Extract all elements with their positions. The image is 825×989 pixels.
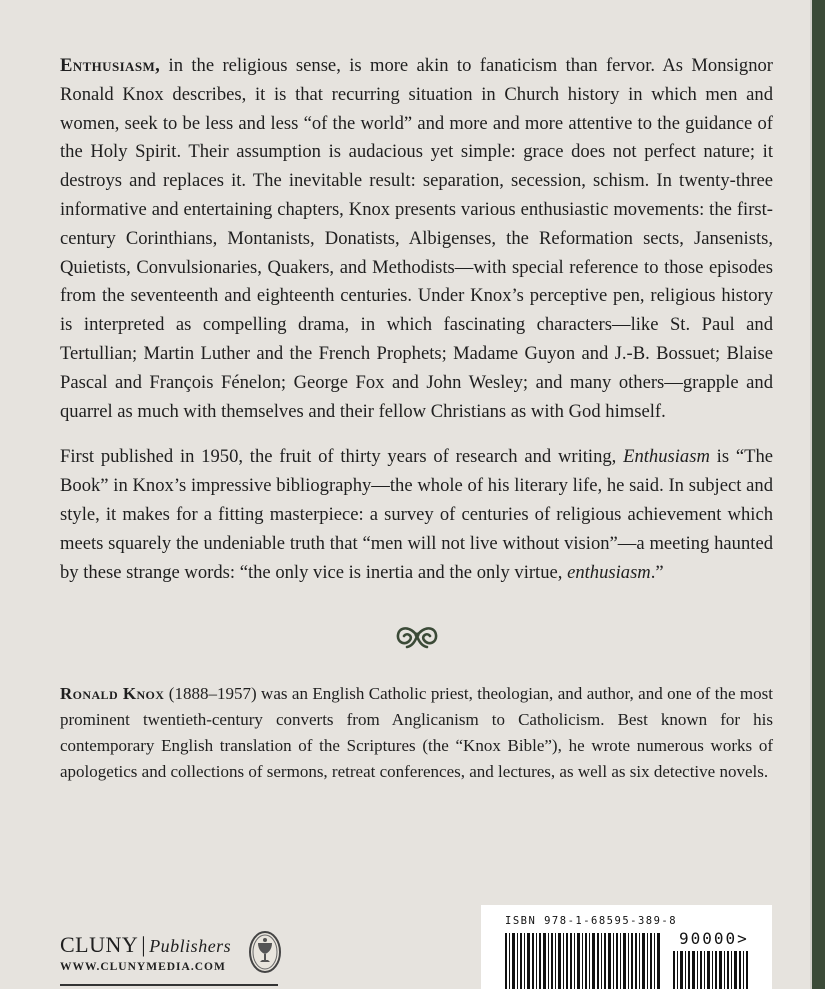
description-paragraph-1 bbox=[60, 52, 773, 426]
book-title-italic: Enthusiasm bbox=[623, 446, 710, 468]
price-code: 90000> bbox=[679, 929, 749, 948]
author-name: Ronald Knox bbox=[60, 684, 165, 704]
description-text-2a: First published in 1950, the fruit of thirty years of research and writing, bbox=[60, 446, 624, 468]
floral-ornament-icon bbox=[60, 621, 773, 651]
barcode-box bbox=[481, 905, 772, 989]
description-lead-word: Enthusiasm, bbox=[60, 55, 161, 76]
author-bio bbox=[60, 681, 773, 785]
isbn-barcode bbox=[505, 933, 665, 989]
spine-strip bbox=[812, 0, 825, 989]
publisher-separator: | bbox=[141, 932, 147, 957]
chalice-seal-icon bbox=[248, 930, 282, 974]
publisher-block bbox=[60, 932, 285, 989]
author-bio-text: (1888–1957) was an English Catholic priest, theologian, and author, and one of the most prominent twentieth-century converts from Anglicanism to Catholicism. Best known for his contemporary English translation of the Scriptures (the “Knox Bible”), he wrote numerous works of apologetics and collections of sermons, retreat conferences, and lectures, as well as six detective novels. bbox=[60, 684, 773, 782]
quote-word-italic: enthusiasm bbox=[567, 561, 651, 583]
publisher-rule bbox=[60, 984, 278, 986]
isbn-text: ISBN 978-1-68595-389-8 bbox=[505, 915, 678, 927]
back-cover-text bbox=[60, 52, 773, 785]
description-text-1: in the religious sense, is more akin to fanaticism than fervor. As Monsignor Ronald Knox describes, it is that recurring situation in Church history in which men and women, seek to be less and less “of the world” and more and more attentive to the guidance of the Holy Spirit. Their assumption is audacious yet simple: grace does not perfect nature; it destroys and replaces it. The inevitable result: separation, secession, schism. In twenty-three informative and entertaining chapters, Knox presents various enthusiastic movements: the first-century Corinthians, Montanists, Donatists, Albigenses, the Reformation sects, Jansenists, Quietists, Convulsionaries, Quakers, and Methodists—with special reference to those episodes from the seventeenth and eighteenth centuries. Under Knox’s perceptive pen, religious history is interpreted as compelling drama, in which fascinating characters—like St. Paul and Tertullian; Martin Luther and the French Prophets; Madame Guyon and J.-B. Bossuet; Blaise Pascal and François Fénelon; George Fox and John Wesley; and many others—grapple and quarrel as much with themselves and their fellow Christians as with God himself. bbox=[60, 55, 773, 422]
description-text-2c: .” bbox=[650, 561, 664, 583]
publisher-wordmark: CLUNY bbox=[60, 932, 139, 957]
price-barcode bbox=[673, 951, 751, 989]
publisher-url: WWW.CLUNYMEDIA.COM bbox=[60, 961, 226, 973]
publisher-label: Publishers bbox=[149, 936, 232, 956]
description-paragraph-2 bbox=[60, 443, 773, 587]
description-text-2b: is “The Book” in Knox’s impressive bibliography—the whole of his literary life, he said. In subject and style, it makes for a fitting masterpiece: a survey of centuries of religious achievement which meets squarely the undeniable truth that “men will not live without vision”—a meeting haunted by these strange words: “the only vice is inertia and the only virtue, bbox=[60, 446, 773, 583]
